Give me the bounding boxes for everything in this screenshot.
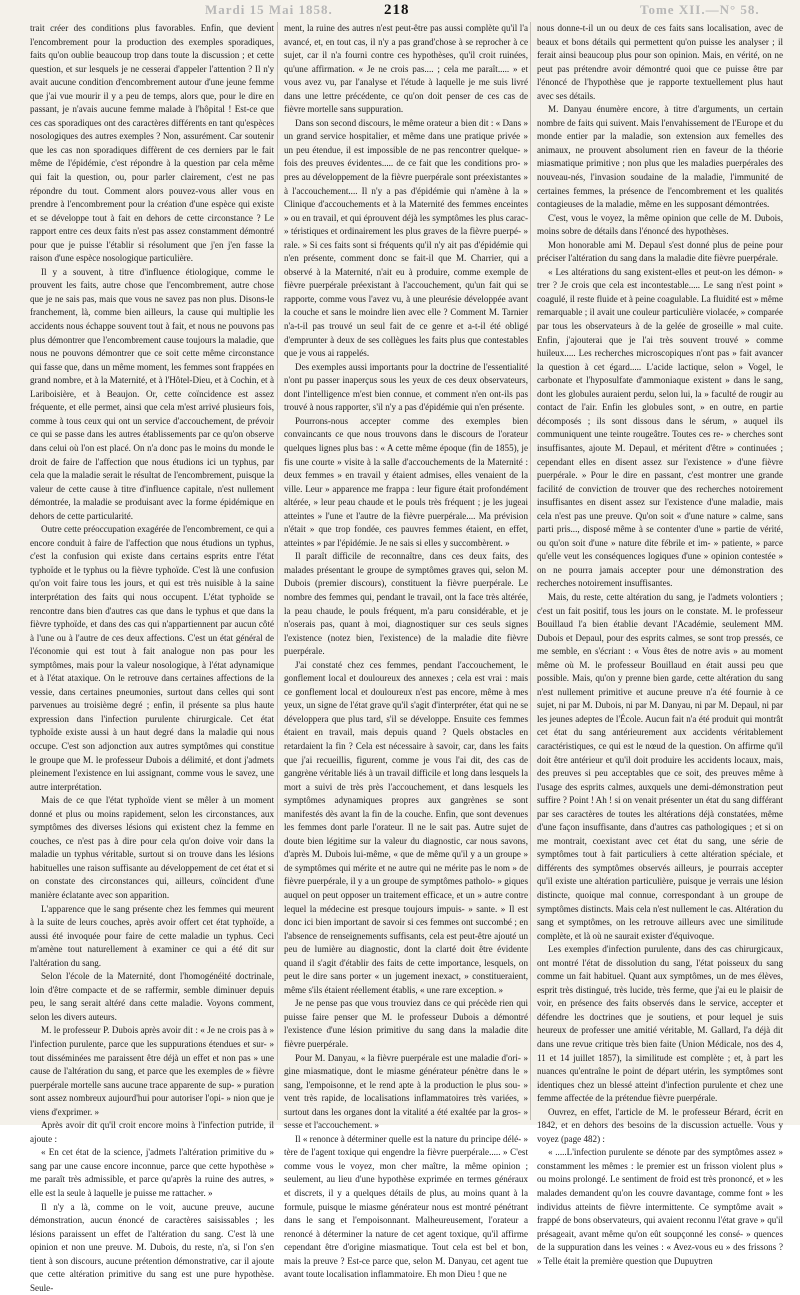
paragraph: Pourrons-nous accepter comme des exemples bien convaincants ce que nous trouvons dans le discours de l'orateur quelques lignes plus bas : « A cette même époque (fin de 1855), je fis une courte » visite à la salle d'accouchements de la Maternité : deux femmes » en travail y étaient admises, elles venaient de la ville. Leur » apparence me frappa : leur figure était profondément altérée, » leur peau chaude et le pouls très fréquent ; je les jugeai atteintes » l'une et l'autre de la fièvre puerpérale.... Ma prévision n'était » que trop fondée, ces pauvres femmes étaient, en effet, atteintes » par l'épidémie. Je ne sais si elles y succombèrent. » (284, 415, 528, 548)
text-column-left (30, 22, 274, 1293)
paragraph: Après avoir dit qu'il croit encore moins à l'infection putride, il ajoute : (30, 1120, 274, 1144)
paragraph: Mon honorable ami M. Depaul s'est donné plus de peine pour préciser l'altération du sang dans la maladie dite fièvre puerpérale. (537, 239, 783, 264)
paragraph: L'apparence que le sang présente chez les femmes qui meurent à la suite de leurs couches, après avoir offert cet état typhoïde, a aussi été invoquée pour faire de cette maladie un typhus. Ceci m'amène tout naturellement à examiner ce qui a été dit sur l'altération du sang. (30, 903, 274, 968)
text-column-right (537, 22, 783, 1266)
paragraph: Mais, du reste, cette altération du sang, je l'admets volontiers ; c'est un fait positif, tous les jours on le constate. M. le professeur Bouillaud l'a bien établie devant l'Académie, seulement MM. Dubois et Depaul, pour des esprits calmes, se sont trop pressés, ce me semble, en s'écriant : « Vous êtes de notre avis » au moment même où M. le professeur Bouillaud en était aussi peu que possible. Mais, qu'on y prenne bien garde, cette altération du sang n'est nullement primitive et aucune preuve n'a été fournie à ce sujet, ni par M. Dubois, ni par M. Danyau, ni par M. Depaul, ni par les jeunes adeptes de l'École. Aucun fait n'a été produit qui montrât cet état du sang antérieurement aux accidents véritablement caractéristiques, ce qui est le nœud de la question. On affirme qu'il doit être antérieur et qu'il doit produire les accidents locaux, mais, des preuves si peu acceptables que ce soit, des preuves même à l'usage des esprits calmes, auxquels une demi-démonstration peut suffire ? Point ! Ah ! si on venait présenter un état du sang différant par ses caractères de toutes les altérations déjà constatées, même d'une façon insuffisante, dans d'autres cas pathologiques ; et si on me montrait, coexistant avec cet état du sang, une série de symptômes tout à fait particuliers à cette altération spéciale, et différents des symptômes observés ailleurs, je pourrais accepter qu'il existe une altération particulière, puisque je verrais une lésion distincte, quoique mal connue, correspondant à un groupe de symptômes distincts. Mais cela n'est nullement le cas. Altération du sang et symptômes, on les retrouve ailleurs avec une similitude complète, et là où ne saurait exister d'équivoque. (537, 591, 783, 941)
paragraph: Il « renonce à déterminer quelle est la nature du principe délé- » tère de l'agent toxique qui engendre la fièvre puerpérale..... » C'est comme vous le voyez, mon cher maître, la même opinion ; seulement, au lieu d'une hypothèse exprimée en termes généraux et discrets, il y a quelques détails de plus, au moins quant à la formule, puisque le miasme générateur nous est montré pénétrant dans le sang et l'empoisonnant. Malheureusement, l'orateur a renoncé à déterminer la nature de cet agent toxique, qu'il affirme cependant être d'origine miasmatique. Tout cela est bel et bon, mais la preuve ? Est-ce parce que, selon M. Danyau, cet agent tue avant toute localisation inflammatoire. Eh mon Dieu ! que ne (284, 1133, 528, 1280)
paragraph: Il n'y a là, comme on le voit, aucune preuve, aucune démonstration, aucun énoncé de caractères saisissables ; les lésions paraissent un effet de l'altération du sang. C'est là une opinion et non une preuve. M. Dubois, du reste, n'a, si l'on s'en tient à son discours, aucune prétention démonstrative, car il ajoute que cette altération primitive du sang est une pure hypothèse. Seule- (30, 1201, 274, 1293)
paragraph: « Les altérations du sang existent-elles et peut-on les démon- » trer ? Je crois que cela est incontestable..... Le sang n'est point » coagulé, il reste fluide et à peine coagulable. La fluidité est » même remarquable ; il avait une couleur particulière violacée, » comparée par tous les observateurs à de la gelée de groseille » mal cuite. Enfin, j'ajouterai que je l'ai très souvent trouvé » comme huileux..... Les recherches microscopiques n'ont pas » fait avancer la question à cet égard..... L'acide lactique, selon » Vogel, le carbonate et l'hyposulfate d'ammoniaque existent » dans le sang, dont les globules auraient perdu, selon lui, la » faculté de rougir au contact de l'air. Enfin les globules sont, » en outre, en partie décomposés ; ils sont dissous dans le sérum, » auquel ils communiquent une teinte rougeâtre. Toutes ces re- » cherches sont insuffisantes, ajoute M. Depaul, et méritent d'être » continuées ; cependant elles en disent assez sur l'existence » d'une fièvre puerpérale. » Pour le dire en passant, c'est montrer une grande facilité de conviction de trouver que des recherches notoirement insuffisantes en disent assez sur l'existence d'une maladie, mais cela n'est pas une preuve. Qu'on soit « d'une nature » calme, sans parti pris..., disposé même à se contenter d'une » partie de vérité, ou qu'on soit d'une » nature dite fébrile et im- » patiente, » parce qu'elle veut les conséquences logiques d'une » opinion contestée » on ne pourra jamais accepter pour une démonstration des recherches notoirement insuffisantes. (537, 266, 783, 589)
paragraph: Dans son second discours, le même orateur a bien dit : « Dans » un grand service hospitalier, et même dans une pratique privée » un peu étendue, il est impossible de ne pas rencontrer quelque- » fois des preuves évidentes..... de ce fait que les conditions pro- » pres au développement de la fièvre puerpérale sont préexistantes » à l'accouchement.... Il n'y a pas d'épidémie qui n'amène à la » Clinique d'accouchements et à la Maternité des femmes enceintes » ou en travail, et qui éprouvent déjà les symptômes les plus carac- » téristiques et ordinairement les plus graves de la fièvre puerpé- » rale. » Si ces faits sont si fréquents qu'il n'y ait pas d'épidémie qui n'en présente, comment donc se fait-il que M. Charrier, qui a observé à la Maternité, n'ait eu à produire, comme exemple de fièvre puerpérale préexistant à l'accouchement, qu'un fait qui se rapporte, comme vous l'avez vu, à une pleurésie développée avant la couche et sans le moindre lien avec elle ? Comment M. Tarnier n'a-t-il pas trouvé un seul fait de ce genre et a-t-il été obligé d'emprunter à deux de ses collègues les faits plus que contestables que je vous ai rappelés. (284, 117, 528, 359)
column-divider (530, 22, 531, 1120)
paragraph: Les exemples d'infection purulente, dans des cas chirurgicaux, ont montré l'état de dissolution du sang, l'état poisseux du sang comme un fait habituel. Quant aux symptômes, un de mes élèves, esprit très distingué, très lucide, très ferme, que j'ai eu le plaisir de voir, en présence des faits observés dans le service, accepter et défendre les doctrines que je soutiens, et pour lequel je suis heureux de professer une amitié véritable, M. Gallard, l'a déjà dit dans une revue critique très bien faite (Union Médicale, nos des 4, 11 et 14 juillet 1857), la similitude est complète ; et, à part les nuances qu'entraîne le point de départ utérin, les symptômes sont identiques chez un blessé atteint d'infection purulente et chez une femme affectée de la prétendue fièvre puerpérale. (537, 944, 783, 1104)
paragraph: Je ne pense pas que vous trouviez dans ce qui précède rien qui puisse faire penser que M. le professeur Dubois a démontré l'existence d'une lésion primitive du sang dans la maladie dite fièvre puerpérale. (284, 998, 528, 1050)
volume-number: Tome XII.—N° 58. (640, 2, 760, 17)
paragraph: J'ai constaté chez ces femmes, pendant l'accouchement, le gonflement local et douloureux des annexes ; cela est vrai : mais ce gonflement local et douloureux n'est pas encore, même à mes yeux, un signe de l'état grave qu'il s'agit d'interpréter, état qui ne se développera que plus tard, s'il se développe. Ensuite ces femmes étaient en travail, mais depuis quand ? Quels obstacles en retardaient la fin ? Cela est nécessaire à savoir, car, dans les faits que j'ai recueillis, figurent, comme je vous l'ai dit, des cas de gangrène véritable liés à un travail difficile et long dans lesquels la mort a suivi de très près l'accouchement, et dans lesquels les symptômes adynamiques propres aux gangrènes se sont manifestés dès avant la fin de la couche. Enfin, que sont devenues les femmes dont parle l'orateur. Il ne le sait pas. Autre sujet de doute bien légitime sur la valeur du diagnostic, car nous savons, d'après M. Dubois lui-même, « que de même qu'il y a un groupe » de symptômes qui mérite et ne autre qui ne mérite pas le nom » de fièvre puerpérale, il y a un groupe de symptômes patholo- » giques auquel on peut opposer un traitement efficace, et un » autre contre lequel la médecine est presque toujours impuis- » sante. » Il est donc ici bien important de savoir si ces femmes ont succombé ; en l'absence de renseignements suffisants, cela est peut-être ajouté un peu de lumière au diagnostic, dont la clarté doit être évidente quand il s'agit d'établir des faits de cette importance, lesquels, on peut le dire sans porter « un jugement inexact, » constitueraient, même s'ils étaient réellement établis, « une rare exception. » (284, 659, 528, 995)
paragraph: Il paraît difficile de reconnaître, dans ces deux faits, des malades présentant le groupe de symptômes graves qui, selon M. Dubois (premier discours), constituent la fièvre puerpérale. Le nombre des femmes qui, pendant le travail, ont la face très altérée, la peau chaude, le pouls fréquent, m'a paru considérable, et je n'oserais pas, quant à moi, diagnostiquer sur ces seuls signes l'existence (notez bien, l'existence) de la maladie dite fièvre puerpérale. (284, 551, 528, 657)
paragraph: Il y a souvent, à titre d'influence étiologique, comme le prouvent les faits, autre chose que l'encombrement, autre chose que je ne sais pas, mais que vous ne savez pas non plus. Disons-le franchement, là, comme bien ailleurs, la cause qui multiplie les accidents nous échappe souvent tout à fait, et nous ne pouvons pas plus démontrer que l'encombrement cause toujours la maladie, que nous ne pouvons démontrer que ce soit cette même circonstance qui fasse que, dans un même moment, les femmes sont frappées en grand nombre, et à la Maternité, et à l'Hôtel-Dieu, et à Cochin, et à Lariboisière, et à Beaujon. Or, cette coïncidence est assez fréquente, et elle permet, ainsi que cela m'est arrivé plusieurs fois, comme à tous ceux qui ont un service d'accouchement, de prévoir ce qui se passe dans les autres établissements par ce qu'on observe dans celui où l'on est placé. On n'a donc pas le moins du monde le droit de faire de l'affection que nous étudions ici un typhus, par cela que la maladie serait le résultat de l'encombrement, puisque la valeur de cette cause à titre d'influence capitale, n'est nullement démontrée, la maladie se produisant avec la forme épidémique en dehors de cette particularité. (30, 266, 274, 521)
page-number: 218 (384, 2, 410, 18)
paragraph: M. le professeur P. Dubois après avoir dit : « Je ne crois pas à » l'infection purulente, parce que les suppurations étendues et sur- » tout disséminées me paraissent être déjà un effet et non pas » une cause de l'altération du sang, et parce que les exemples de » fièvre puerpérale mortelle sans aucune trace apparente de sup- » puration sont assez nombreux aujourd'hui pour autoriser l'opi- » nion que je viens d'exprimer. » (30, 1025, 274, 1117)
paragraph: Ouvrez, en effet, l'article de M. le professeur Bérard, écrit en 1842, et en dehors des besoins de la discussion actuelle. Vous y voyez (page 482) : (537, 1106, 783, 1144)
text-column-middle (284, 22, 528, 1280)
paragraph: « En cet état de la science, j'admets l'altération primitive du » sang par une cause encore inconnue, parce que cette hypothèse » me paraît très admissible, et parce qu'après la ruine des autres, » elle est la seule à laquelle je puisse me rattacher. » (30, 1147, 274, 1199)
paragraph: Mais de ce que l'état typhoïde vient se mêler à un moment donné et plus ou moins rapidement, selon les circonstances, aux symptômes des diverses lésions qui existent chez la femme en couches, ce n'est pas à dire pour cela qu'on doive voir dans la maladie un typhus véritable, surtout si on trouve dans les lésions habituelles une raison suffisante au développement de cet état et si on constate des circonstances qui, ailleurs, coïncident d'une manière éclatante avec son apparition. (30, 795, 274, 900)
paragraph: nous donne-t-il un ou deux de ces faits sans localisation, avec de beaux et bons détails qui permettent qu'on puisse les analyser ; il ferait ainsi beaucoup plus pour son opinion. Mais, en vérité, on ne peut pas prétendre avoir démontré quoi que ce puisse être par l'énoncé de l'hypothèse que je rapporte textuellement plus haut avec ses détails. (537, 23, 783, 101)
column-divider (277, 22, 278, 1120)
paragraph: Outre cette préoccupation exagérée de l'encombrement, ce qui a encore conduit à faire de l'affection que nous étudions un typhus, c'est la confusion qui existe dans certains esprits entre l'état typhoïde et le typhus ou la fièvre typhoïde. C'est là une confusion qu'on voit faire tous les jours, et qui est très nuisible à la saine interprétation des faits qui nous occupent. L'état typhoïde se rencontre dans bien d'autres cas que dans le typhus et que dans la fièvre typhoïde, et dans des cas qui n'appartiennent par aucun côté à l'une ou à l'autre de ces deux affections. C'est un état général de l'économie qui est tout à fait analogue non pas pour les symptômes, mais pour la valeur nosologique, à l'état adynamique et à l'état ataxique. On le retrouve dans certaines affections de la vessie, dans certaines pneumonies, surtout dans celles qui sont parvenues au troisième degré ; enfin, il présente sa plus haute expression dans l'infection purulente chirurgicale. Cet état typhoïde existe aussi à un haut degré dans la maladie qui nous occupe. C'est son adjonction aux autres symptômes qui constitue le groupe que M. le professeur Dubois a délimité, et dont j'admets pleinement l'existence en lui assignant, comme vous le savez, une autre interprétation. (30, 524, 274, 792)
paragraph: Des exemples aussi importants pour la doctrine de l'essentialité n'ont pu passer inaperçus sous les yeux de ces deux observateurs, dont l'intelligence m'est bien connue, et comment n'en ont-ils pas trouvé à nous rapporter, s'il n'y a pas d'épidémie qui n'en présente. (284, 361, 528, 413)
paragraph: trait créer des conditions plus favorables. Enfin, que devient l'encombrement pour la production des exemples sporadiques, faits qu'on oublie beaucoup trop dans toute la discussion ; et cette question, et sur lesquels je ne cesserai d'appeler l'attention ? Il n'y avait aucune condition d'encombrement autour d'une jeune femme que j'ai vue mourir il y a peu de temps, alors que, pour le dire en passant, je n'avais aucune femme malade à l'hôpital ! Est-ce que ces cas sporadiques ont des caractères différents en tant qu'espèces nosologiques des autres exemples ? Non, assurément. Car soutenir que les cas non sporadiques diffèrent de ces derniers par le fait même de l'épidémie, c'est répondre à la question par cela même qui fait la question, ou, pour parler clairement, c'est ne pas répondre du tout. Comment alors pouvez-vous aller vous en prendre à l'encombrement pour la création d'une espèce qui existe et se développe tout à fait en dehors de cette circonstance ? Le rapport entre ces deux faits n'est pas assez constamment démontré pour que je puisse l'établir si résolument que j'en j'en fasse la raison d'une espèce nosologique particulière. (30, 23, 274, 264)
paragraph: Selon l'école de la Maternité, dont l'homogénéité doctrinale, loin d'être compacte et de se raffermir, semble diminuer depuis peu, le sang serait altéré dans cette maladie. Voyons comment, selon les divers auteurs. (30, 971, 274, 1022)
paragraph: ment, la ruine des autres n'est peut-être pas aussi complète qu'il l'a avancé, et, en tout cas, il n'y a pas grand'chose à se reprocher à ce sujet, car il n'a fourni contre ces hypothèses, qu'il croit ruinées, qu'une affirmation. « Je ne crois pas.... ; cela me paraît..... » et vous avez vu, par l'analyse et l'étude à laquelle je me suis livré dans une lettre précédente, ce qu'on doit penser de ces cas de fièvre mortelle sans suppuration. (284, 23, 528, 115)
paragraph: « .....L'infection purulente se dénote par des symptômes assez » constamment les mêmes : le premier est un frisson violent plus » ou moins prolongé. Le sentiment de froid est très prononcé, et » les malades demandent qu'on les couvre davantage, comme font » les individus atteints de fièvre intermittente. Ce symptôme avait » frappé de bons observateurs, qui avaient reconnu l'état grave » qu'il présageait, avant même qu'on eût soupçonné les consé- » quences de la suppuration dans les veines : « Avez-vous eu » des frissons ? » Telle était la première question que Dupuytren (537, 1147, 783, 1266)
paragraph: Pour M. Danyau, « la fièvre puerpérale est une maladie d'ori- » gine miasmatique, dont le miasme générateur pénètre dans le » sang, l'empoisonne, et le rend apte à la production le plus sou- » vent très rapide, de localisations inflammatoires très variées, » surtout dans les organes dont la vitalité a été exaltée par la gros- » sesse et l'accouchement. » (284, 1052, 528, 1131)
issue-date: Mardi 15 Mai 1858. (205, 2, 333, 17)
paragraph: M. Danyau énumère encore, à titre d'arguments, un certain nombre de faits qui suivent. Mais l'envahissement de l'Europe et du monde entier par la maladie, son extension aux femelles des animaux, ne prouvent absolument rien en faveur de la théorie miasmatique primitive ; non plus que les maladies puerpérales des nouveau-nés, l'invasion soudaine de la maladie, l'immunité de certaines femmes, la présence de l'encombrement et les qualités contagieuses de la maladie, même en les supposant démontrées. (537, 104, 783, 210)
paragraph: C'est, vous le voyez, la même opinion que celle de M. Dubois, moins sobre de détails dans l'énoncé des hypothèses. (537, 212, 783, 237)
